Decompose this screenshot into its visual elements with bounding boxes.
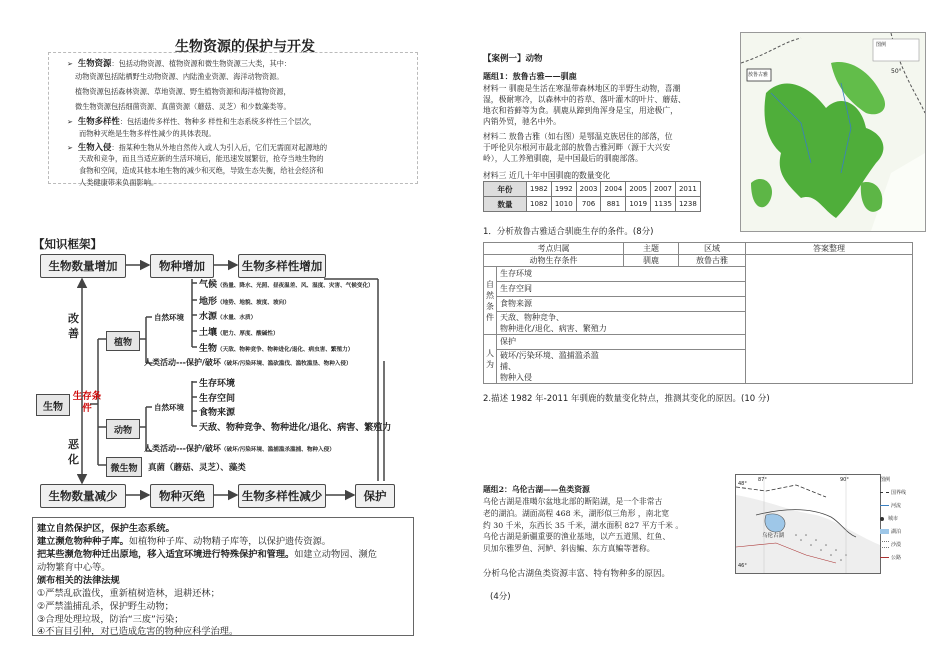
box-protection: 保护 [355, 484, 395, 508]
box-microbe: 微生物 [106, 457, 142, 477]
table-cell: 1010 [551, 197, 576, 212]
table-row [484, 243, 913, 255]
table-cell: 1982 [527, 182, 552, 197]
intro-line: 人类健康带来负面影响。 [79, 178, 159, 187]
intro-box [48, 52, 418, 187]
measure-line: 动物繁育中心等。 [37, 562, 111, 573]
case2-topic-title: 题组2：乌伦古湖——鱼类资源 [483, 485, 590, 494]
reindeer-data-table [483, 181, 701, 212]
measure-line: ②严禁滥捕乱杀，保护野生动物； [37, 601, 174, 612]
table-row [484, 182, 701, 197]
case2-question: 分析乌伦古湖鱼类资源丰富、特有物种多的原因。 [483, 569, 671, 579]
plant-factor-biology: 生物（天敌、物种竞争、物种进化/退化、病虫害、繁殖力） [199, 344, 354, 354]
page-title: 生物资源的保护与开发 [175, 39, 315, 55]
map2-lon2: 90° [840, 477, 849, 483]
legend-item: 城市 [880, 513, 920, 526]
table-cell: 1135 [651, 197, 676, 212]
material-3-title: 材料三 近几十年中国驯鹿的数量变化 [483, 171, 611, 180]
animal-factor-space: 生存空间 [199, 394, 236, 404]
material-1: 材料一 驯鹿是生活在寒温带森林地区的半野生动物，喜潮 湿，极耐寒冷，以森林中的苔草、落叶灌木的叶片、蘑菇、 地衣和苔藓等为食。驯鹿从蹄到角浑身是宝，用途极广， 内销外贸，驰名中外。 [483, 84, 686, 126]
intro-line: 植物资源包括森林资源、草地资源、野生植物资源和海洋植物资源， [75, 87, 291, 96]
material-2: 材料二 敖鲁古雅（如右图）是鄂温克族居住的部落，位 于呼伦贝尔根河市最北部的敖鲁古雅河畔（源于大兴安 岭），人工养殖驯鹿，是中国最后的驯鹿部落。 [483, 132, 673, 163]
table-header: 考点归属 [484, 243, 624, 255]
animal-natural-env: 自然环境 [154, 403, 184, 412]
table-cell: 2003 [576, 182, 601, 197]
question-1: 1．分析敖鲁古雅适合驯鹿生存的条件。(8分) [483, 227, 654, 237]
table-cell: 敖鲁古雅 [679, 255, 746, 267]
table-row [484, 255, 913, 267]
table-cell: 1238 [675, 197, 700, 212]
table-cell: 2004 [601, 182, 626, 197]
plant-factor-soil: 土壤（肥力、厚度、酸碱性） [199, 328, 279, 338]
intro-line: 动物资源包括陆栖野生动物资源、内陆渔业资源、海洋动物资源。 [75, 72, 284, 81]
table-cell: 驯鹿 [624, 255, 679, 267]
box-organism: 生物 [36, 394, 70, 416]
measure-line: 把某些濒危物种迁出原地，移入适宜环境进行特殊保护和管理。如建立动物园、濒危 [37, 549, 377, 560]
plant-factor-terrain: 地形（地势、地貌、坡度、坡向） [199, 297, 290, 307]
legend-item: 沙漠 [880, 539, 920, 552]
aoluguya-map [740, 32, 926, 232]
human-label: 人为 [484, 335, 497, 384]
plant-natural-env: 自然环境 [154, 313, 184, 322]
intro-line: 食物和空间，造成其他本地生物的减少和灭绝，导致生态失衡，给社会经济和 [79, 166, 324, 175]
case2-text: 乌伦古湖是准噶尔盆地北部的断陷湖，是一个非常古 老的湖泊。湖面高程 468 米，湖形似三角形 ，南北宽 约 30 千米，东西长 35 千米，湖水面积 827 平方千米 。 乌伦古湖是新疆重要的渔业基地，以产五道黑、红鱼、 贝加尔雅罗鱼、河鲈、斜齿鳊、东方真鳊等著称。 [483, 497, 684, 554]
map2-legend [880, 474, 920, 572]
box-population-decrease: 生物数量减少 [40, 484, 126, 508]
map2-lat-bottom: 46° [738, 563, 747, 569]
map-place-label: 敖鲁古雅 [748, 72, 769, 78]
question-2: 2.描述 1982 年-2011 年驯鹿的数量变化特点，推测其变化的原因。(10 分) [483, 394, 770, 404]
animal-human-activity: 人类活动---保护/破坏（破坏/污染环境、滥捕滥杀滥捕、物种入侵） [144, 444, 335, 453]
intro-item-1: ➢ 生物资源：包括动物资源、植物资源和微生物资源三大类，其中： [67, 58, 292, 68]
ulungur-lake-map-graphic [736, 475, 880, 573]
protection-measures [32, 517, 414, 636]
table-header: 答案整理 [746, 243, 913, 255]
table-cell: 2005 [626, 182, 651, 197]
aoluguya-map-graphic [741, 33, 925, 231]
table-cell: 706 [576, 197, 601, 212]
table-cell: 2007 [651, 182, 676, 197]
framework-title: 【知识框架】 [33, 237, 102, 251]
triangle-bullet-icon: ➢ [67, 144, 73, 152]
intro-item-2: ➢ 生物多样性：包括遗传多样性、物种多 样性和生态系统多样性三个层次， [67, 116, 317, 126]
triangle-bullet-icon: ➢ [67, 60, 73, 68]
animal-factor-biology: 天敌、物种竞争、物种进化/退化、病害、繁殖力 [199, 423, 392, 433]
knowledge-diagram [32, 251, 412, 551]
legend-item: 河流 [880, 500, 920, 513]
animal-factor-environment: 生存环境 [199, 379, 236, 389]
box-animal: 动物 [106, 419, 140, 439]
analysis-table [483, 242, 913, 384]
legend-title: 图例 [880, 477, 891, 483]
case1-heading: 【案例一】动物 [483, 54, 543, 64]
plant-factor-water: 水源（水量、水质） [199, 312, 257, 322]
nature-items: 生存环境 生存空间 食物来源 天敌、物种竞争、 物种进化/退化、病害、繁殖力 [497, 267, 746, 335]
answer-cell[interactable] [746, 255, 913, 384]
label-deteriorate: 恶化 [68, 438, 79, 466]
table-cell: 1082 [527, 197, 552, 212]
box-population-increase: 生物数量增加 [40, 254, 126, 278]
box-species-extinction: 物种灭绝 [150, 484, 214, 508]
table-cell: 1992 [551, 182, 576, 197]
table-header: 区域 [679, 243, 746, 255]
table-row [484, 197, 701, 212]
legend-item: 公路 [880, 552, 920, 565]
animal-factor-food: 食物来源 [199, 408, 236, 418]
case2-score: (4分) [490, 592, 511, 602]
case1-topic1-title: 题组1：敖鲁古雅——驯鹿 [483, 71, 577, 81]
human-items: 保护 破坏/污染环境、滥捕滥杀滥 捕、 物种入侵 [497, 335, 746, 384]
ulungur-lake-map [735, 474, 881, 574]
table-cell: 2011 [675, 182, 700, 197]
table-header: 年份 [484, 182, 527, 197]
plant-human-activity: 人类活动---保护/破坏（破坏/污染环境、滥砍滥伐、滥牧滥垦、物种入侵） [144, 358, 352, 367]
intro-line: 而物种灭绝是生物多样性减少的具体表现。 [79, 129, 216, 138]
box-diversity-increase: 生物多样性增加 [238, 254, 326, 278]
intro-line: 微生物资源包括细菌资源、真菌资源（蘑菇、灵芝）和少数藻类等。 [75, 102, 291, 111]
label-improve: 改善 [68, 312, 79, 340]
label-living-conditions: 生存条件 [72, 391, 102, 414]
measure-line: ①严禁乱砍滥伐，重新植树造林，退耕还林； [37, 588, 220, 599]
measure-line: ④不盲目引种，对已造成危害的物种应科学治理。 [37, 626, 239, 637]
map2-lake-label: 乌伦古湖 [762, 533, 785, 539]
intro-item-3: ➢ 生物入侵：指某种生物从外地自然传入或人为引入后，它们无需面对起源地的 [67, 142, 328, 152]
table-cell: 动物生存条件 [484, 255, 624, 267]
legend-item: 湖泊 [880, 526, 920, 539]
box-diversity-decrease: 生物多样性减少 [238, 484, 326, 508]
measure-line: 建立濒危物种种子库。如植物种子库、动物精子库等，以保护遗传资源。 [37, 536, 331, 547]
triangle-bullet-icon: ➢ [67, 118, 73, 126]
box-plant: 植物 [106, 331, 140, 351]
intro-line: 天敌和竞争，而且当适应新的生活环境后，能迅速发展繁衍，抢夺当地生物的 [79, 154, 324, 163]
microbe-detail: 真菌（蘑菇、灵芝）、藻类 [148, 463, 246, 473]
table-header: 数量 [484, 197, 527, 212]
box-species-increase: 物种增加 [150, 254, 214, 278]
map2-lon1: 87° [758, 477, 767, 483]
legend-item: 国界线 [880, 487, 920, 500]
map2-lat-top: 48° [738, 481, 747, 487]
map-legend-label: 图例 [876, 42, 887, 48]
measure-line: ③合理处理垃圾，防治“三废”污染； [37, 614, 184, 625]
table-cell: 1019 [626, 197, 651, 212]
map-latitude-label: 50° [891, 68, 902, 75]
table-header: 主题 [624, 243, 679, 255]
measure-line: 建立自然保护区，保护生态系统。 [37, 523, 175, 534]
measure-line: 颁布相关的法律法规 [37, 575, 120, 586]
plant-factor-climate: 气候（热量、降水、光照、昼夜温差、风、湿度、灾害、气候变化） [199, 280, 374, 290]
nature-label: 自然条件 [484, 267, 497, 335]
table-cell: 881 [601, 197, 626, 212]
